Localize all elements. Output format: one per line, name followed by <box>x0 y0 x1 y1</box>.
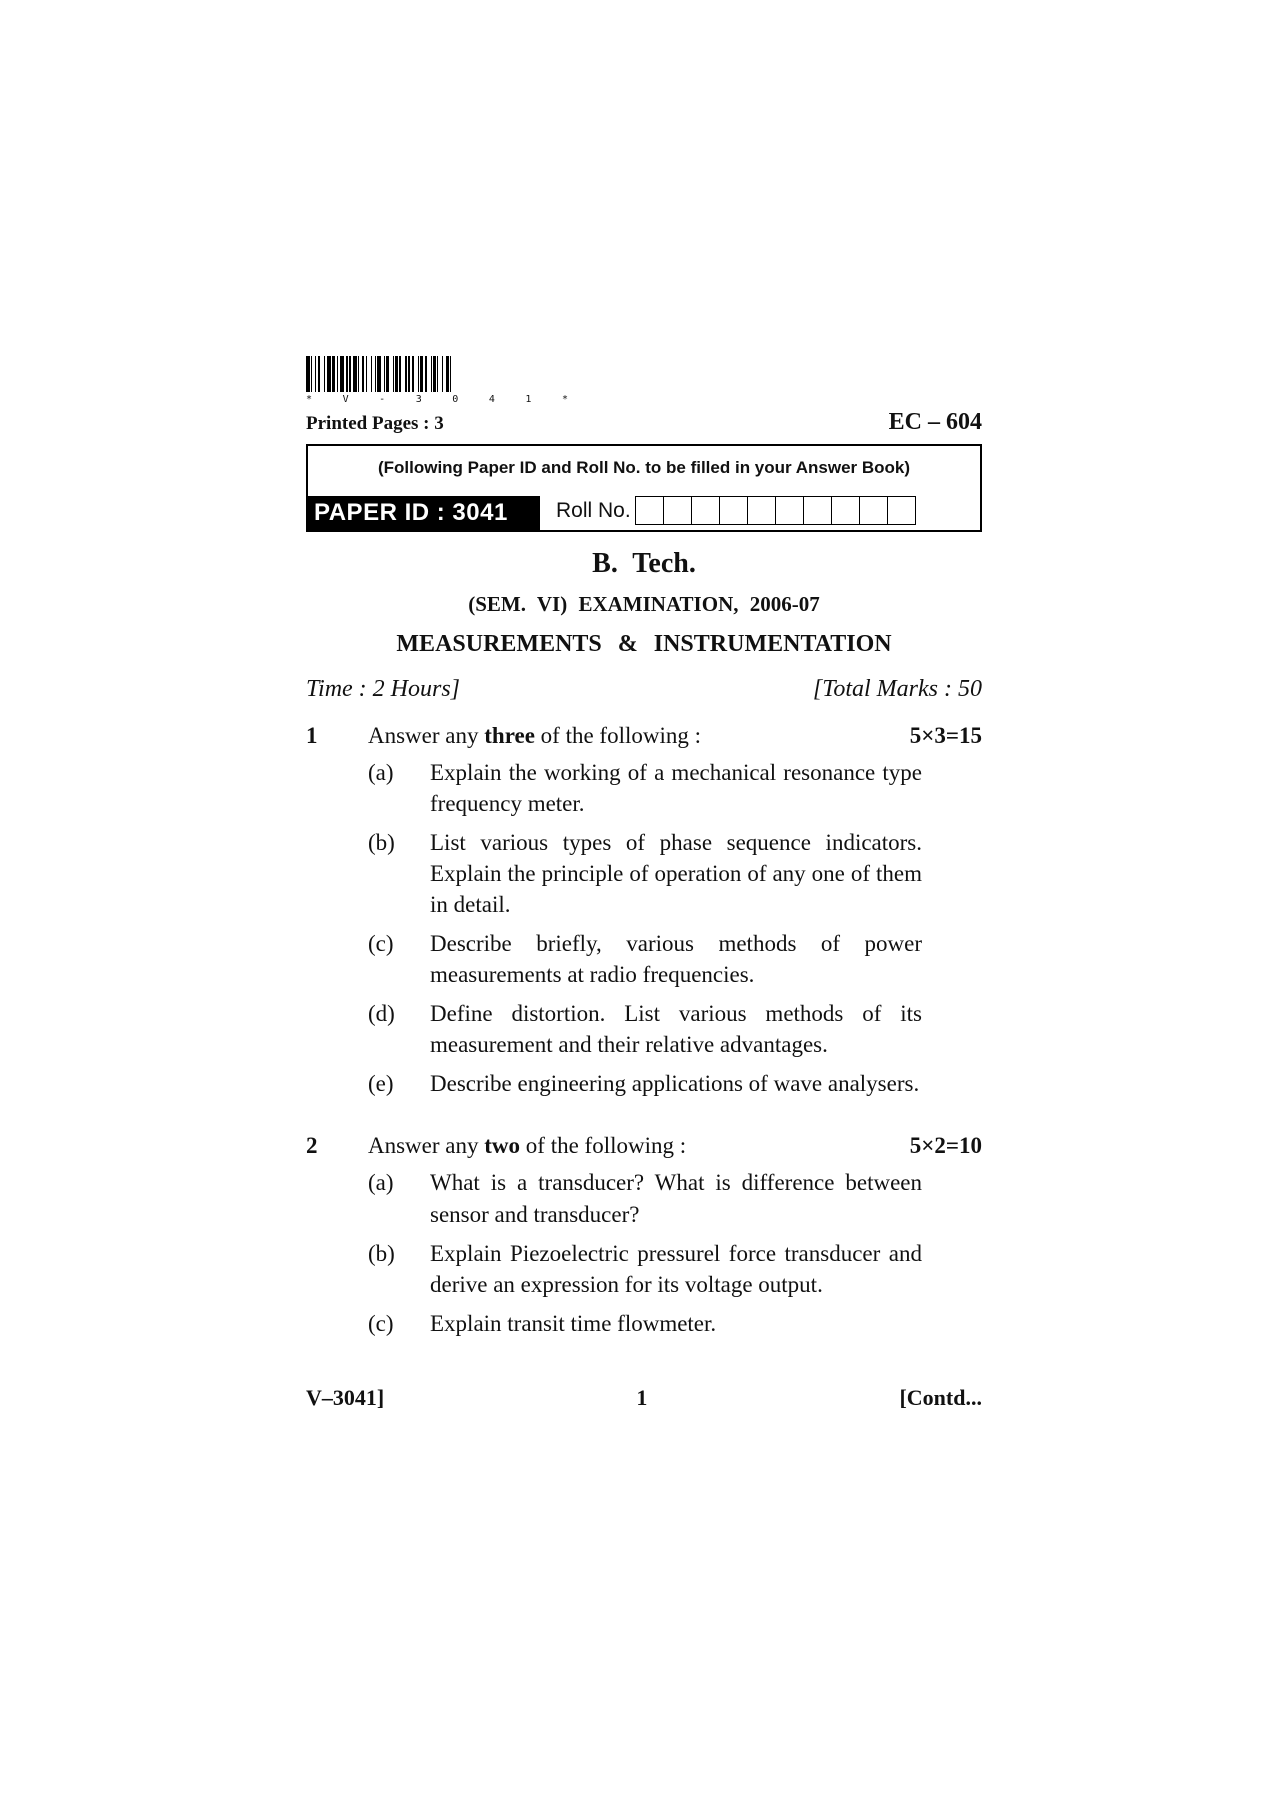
exam-paper-page <box>306 356 982 1411</box>
total-marks: [Total Marks : 50 <box>812 676 982 702</box>
part-text: Explain the working of a mechanical resonance type frequency meter. <box>430 760 922 817</box>
roll-no-boxes <box>635 496 916 525</box>
barcode-char: 0 <box>452 394 459 405</box>
barcode-bars <box>306 356 576 392</box>
question-part <box>306 1238 982 1300</box>
roll-no-cell <box>832 496 860 525</box>
instruction-emphasis: two <box>484 1133 521 1159</box>
barcode-char: 1 <box>525 394 532 405</box>
time-marks-row <box>306 676 982 703</box>
part-text: List various types of phase sequence indicators. Explain the principle of operation of any one of them in detail. <box>430 830 922 918</box>
question-2 <box>306 1133 982 1338</box>
roll-no-cell <box>692 496 720 525</box>
part-label: (e) <box>368 1071 394 1097</box>
instruction-emphasis: three <box>484 723 535 748</box>
part-text: Explain Piezoelectric pressurel force transducer and derive an expression for its voltage output. <box>430 1240 922 1297</box>
course-code: EC – 604 <box>888 409 982 435</box>
question-header <box>306 723 982 749</box>
degree-title: B. Tech. <box>592 548 696 579</box>
exam-title: (SEM. VI) EXAMINATION, 2006-07 <box>468 592 820 616</box>
instruction-text: of the following : <box>534 723 702 748</box>
roll-no-cell <box>748 496 776 525</box>
roll-no-cell <box>776 496 804 525</box>
time-allowed: Time : 2 Hours] <box>306 676 461 702</box>
question-marks: 5×3=15 <box>909 723 982 748</box>
part-label: (c) <box>368 1310 394 1336</box>
part-text: Describe briefly, various methods of power measurements at radio frequencies. <box>430 931 922 988</box>
question-number: 2 <box>306 1133 318 1159</box>
instruction-text: Answer any <box>368 723 485 748</box>
part-label: (c) <box>368 931 394 957</box>
question-part <box>306 1167 982 1229</box>
barcode <box>306 356 576 405</box>
roll-no-cell <box>888 496 916 525</box>
header-row <box>306 405 982 436</box>
part-label: (a) <box>368 760 394 785</box>
barcode-text <box>306 394 568 405</box>
question-1 <box>306 723 982 1099</box>
paper-id-box <box>306 444 982 532</box>
question-part <box>306 757 982 819</box>
part-text: Define distortion. List various methods of its measurement and their relative advantages. <box>430 1001 922 1058</box>
answer-book-note: (Following Paper ID and Roll No. to be filled in your Answer Book) <box>377 458 911 477</box>
part-label: (d) <box>368 1001 395 1027</box>
roll-no-cell <box>664 496 692 525</box>
paper-id-row <box>308 496 916 530</box>
question-part <box>306 827 982 920</box>
question-part <box>306 928 982 990</box>
barcode-char: 3 <box>415 394 422 405</box>
part-label: (a) <box>368 1170 394 1196</box>
part-label: (b) <box>368 1240 395 1266</box>
question-part <box>306 998 982 1060</box>
barcode-bar <box>451 356 455 392</box>
roll-no-cell <box>720 496 748 525</box>
continued-label: [Contd... <box>899 1384 982 1410</box>
part-text: Describe engineering applications of wave analysers. <box>430 1071 920 1097</box>
barcode-char: 4 <box>488 394 495 405</box>
question-instruction <box>368 1133 910 1159</box>
question-header <box>306 1133 982 1159</box>
roll-no-label: Roll No. <box>556 499 631 522</box>
roll-no-cell <box>860 496 888 525</box>
footer-paper-code: V–3041] <box>306 1384 385 1410</box>
barcode-char: - <box>379 394 386 405</box>
paper-id-label: PAPER ID : 3041 <box>308 496 540 530</box>
question-instruction <box>368 723 910 749</box>
part-text: What is a transducer? What is difference between sensor and transducer? <box>430 1170 922 1227</box>
roll-no-cell <box>804 496 832 525</box>
question-number: 1 <box>306 723 318 748</box>
instruction-text: of the following : <box>520 1133 687 1159</box>
barcode-char: * <box>561 394 568 405</box>
page-footer <box>306 1385 982 1411</box>
question-part <box>306 1308 982 1339</box>
barcode-char: * <box>306 394 313 405</box>
printed-pages: Printed Pages : 3 <box>306 413 444 434</box>
subject-title: MEASUREMENTS & INSTRUMENTATION <box>396 631 892 657</box>
part-text: Explain transit time flowmeter. <box>430 1310 717 1336</box>
question-part <box>306 1068 982 1099</box>
question-marks: 5×2=10 <box>909 1133 982 1159</box>
barcode-char: V <box>342 394 349 405</box>
roll-no-cell <box>636 496 664 525</box>
page-number: 1 <box>636 1384 648 1410</box>
part-label: (b) <box>368 830 395 856</box>
instruction-text: Answer any <box>368 1133 485 1159</box>
